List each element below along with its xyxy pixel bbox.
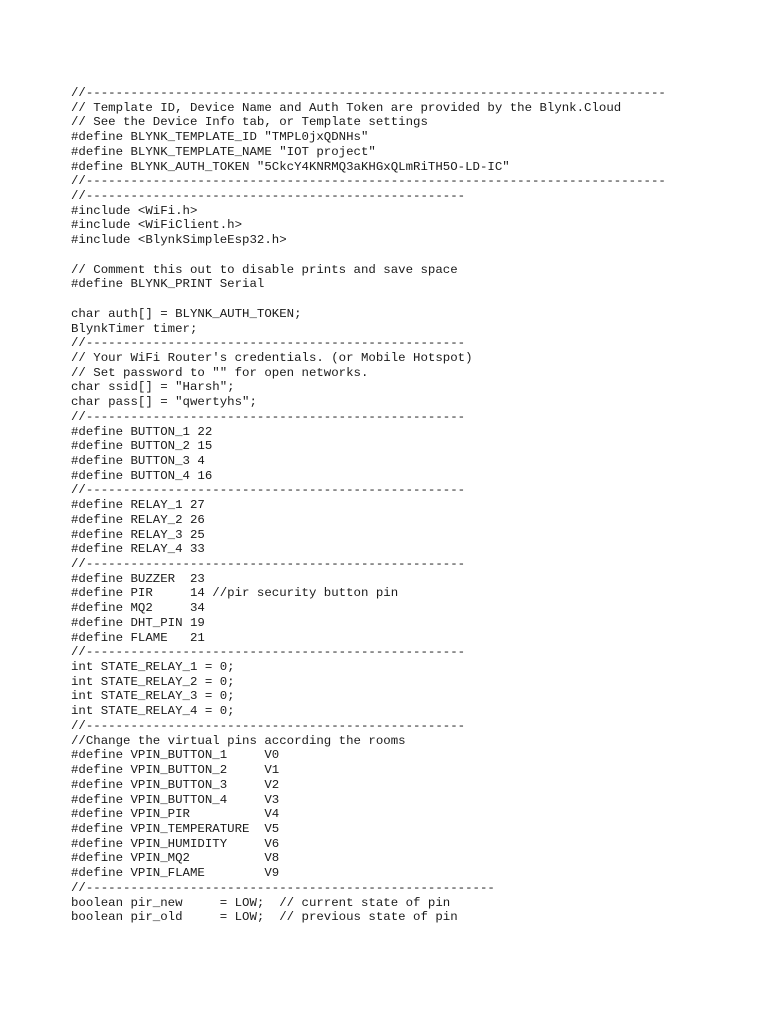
code-line: #define VPIN_FLAME V9 <box>71 866 280 881</box>
code-line: // Your WiFi Router's credentials. (or Mobile Hotspot) <box>71 350 473 365</box>
code-line: char ssid[] = "Harsh"; <box>71 380 235 395</box>
code-line: #define VPIN_BUTTON_4 V3 <box>71 792 280 807</box>
code-line: int STATE_RELAY_4 = 0; <box>71 704 235 719</box>
code-line: //------------------------------------------------------------------------------ <box>71 174 666 189</box>
code-line: #define PIR 14 //pir security button pin <box>71 586 399 601</box>
code-line: //--------------------------------------------------- <box>71 718 466 733</box>
code-line: // Template ID, Device Name and Auth Token are provided by the Blynk.Cloud <box>71 100 622 115</box>
code-listing <box>71 86 666 925</box>
code-line: #define BUZZER 23 <box>71 571 205 586</box>
code-line: #define BLYNK_PRINT Serial <box>71 277 265 292</box>
code-line: int STATE_RELAY_2 = 0; <box>71 674 235 689</box>
code-line: //--------------------------------------------------- <box>71 189 466 204</box>
code-line: #define DHT_PIN 19 <box>71 615 205 630</box>
code-line: //--------------------------------------------------- <box>71 409 466 424</box>
code-line: char auth[] = BLYNK_AUTH_TOKEN; <box>71 306 302 321</box>
code-line: //--------------------------------------------------- <box>71 483 466 498</box>
code-line: BlynkTimer timer; <box>71 321 198 336</box>
code-line: #define VPIN_PIR V4 <box>71 807 280 822</box>
code-line: #define BLYNK_TEMPLATE_NAME "IOT project" <box>71 144 376 159</box>
code-line: #define BUTTON_2 15 <box>71 439 213 454</box>
code-line: #define VPIN_TEMPERATURE V5 <box>71 821 280 836</box>
code-line: #define VPIN_HUMIDITY V6 <box>71 836 280 851</box>
code-line: #define RELAY_4 33 <box>71 542 205 557</box>
code-line: int STATE_RELAY_3 = 0; <box>71 689 235 704</box>
code-line: char pass[] = "qwertyhs"; <box>71 395 257 410</box>
code-line: #define RELAY_2 26 <box>71 512 205 527</box>
code-line: // Set password to "" for open networks. <box>71 365 369 380</box>
code-line <box>71 292 666 307</box>
code-line: // Comment this out to disable prints and save space <box>71 262 458 277</box>
code-line: #define VPIN_BUTTON_2 V1 <box>71 763 280 778</box>
code-line: boolean pir_old = LOW; // previous state of pin <box>71 910 458 925</box>
code-line: //Change the virtual pins according the rooms <box>71 733 406 748</box>
code-line: boolean pir_new = LOW; // current state of pin <box>71 895 451 910</box>
code-line: //--------------------------------------------------- <box>71 645 466 660</box>
code-line: #include <BlynkSimpleEsp32.h> <box>71 233 287 248</box>
code-line: #define VPIN_BUTTON_1 V0 <box>71 748 280 763</box>
code-line: #define BUTTON_1 22 <box>71 424 213 439</box>
code-line: #define VPIN_MQ2 V8 <box>71 851 280 866</box>
code-line: // See the Device Info tab, or Template settings <box>71 115 428 130</box>
code-line: #define RELAY_3 25 <box>71 527 205 542</box>
code-line: #define BLYNK_AUTH_TOKEN "5CkcY4KNRMQ3aKHGxQLmRiTH5O-LD-IC" <box>71 159 510 174</box>
code-line: #define BUTTON_3 4 <box>71 453 205 468</box>
code-line: #include <WiFi.h> <box>71 203 198 218</box>
code-line: int STATE_RELAY_1 = 0; <box>71 660 235 675</box>
code-line: #define MQ2 34 <box>71 601 205 616</box>
code-line: //--------------------------------------------------- <box>71 557 466 571</box>
code-line: #define VPIN_BUTTON_3 V2 <box>71 777 280 792</box>
code-line: #define RELAY_1 27 <box>71 498 205 513</box>
code-line: #define BLYNK_TEMPLATE_ID "TMPL0jxQDNHs" <box>71 130 369 145</box>
code-line <box>71 248 666 263</box>
code-line: //--------------------------------------------------- <box>71 336 466 351</box>
code-line: //------------------------------------------------------------------------------ <box>71 86 666 100</box>
code-line: #include <WiFiClient.h> <box>71 218 243 233</box>
code-line: //------------------------------------------------------- <box>71 880 495 895</box>
code-line: #define FLAME 21 <box>71 630 205 645</box>
code-line: #define BUTTON_4 16 <box>71 468 213 483</box>
